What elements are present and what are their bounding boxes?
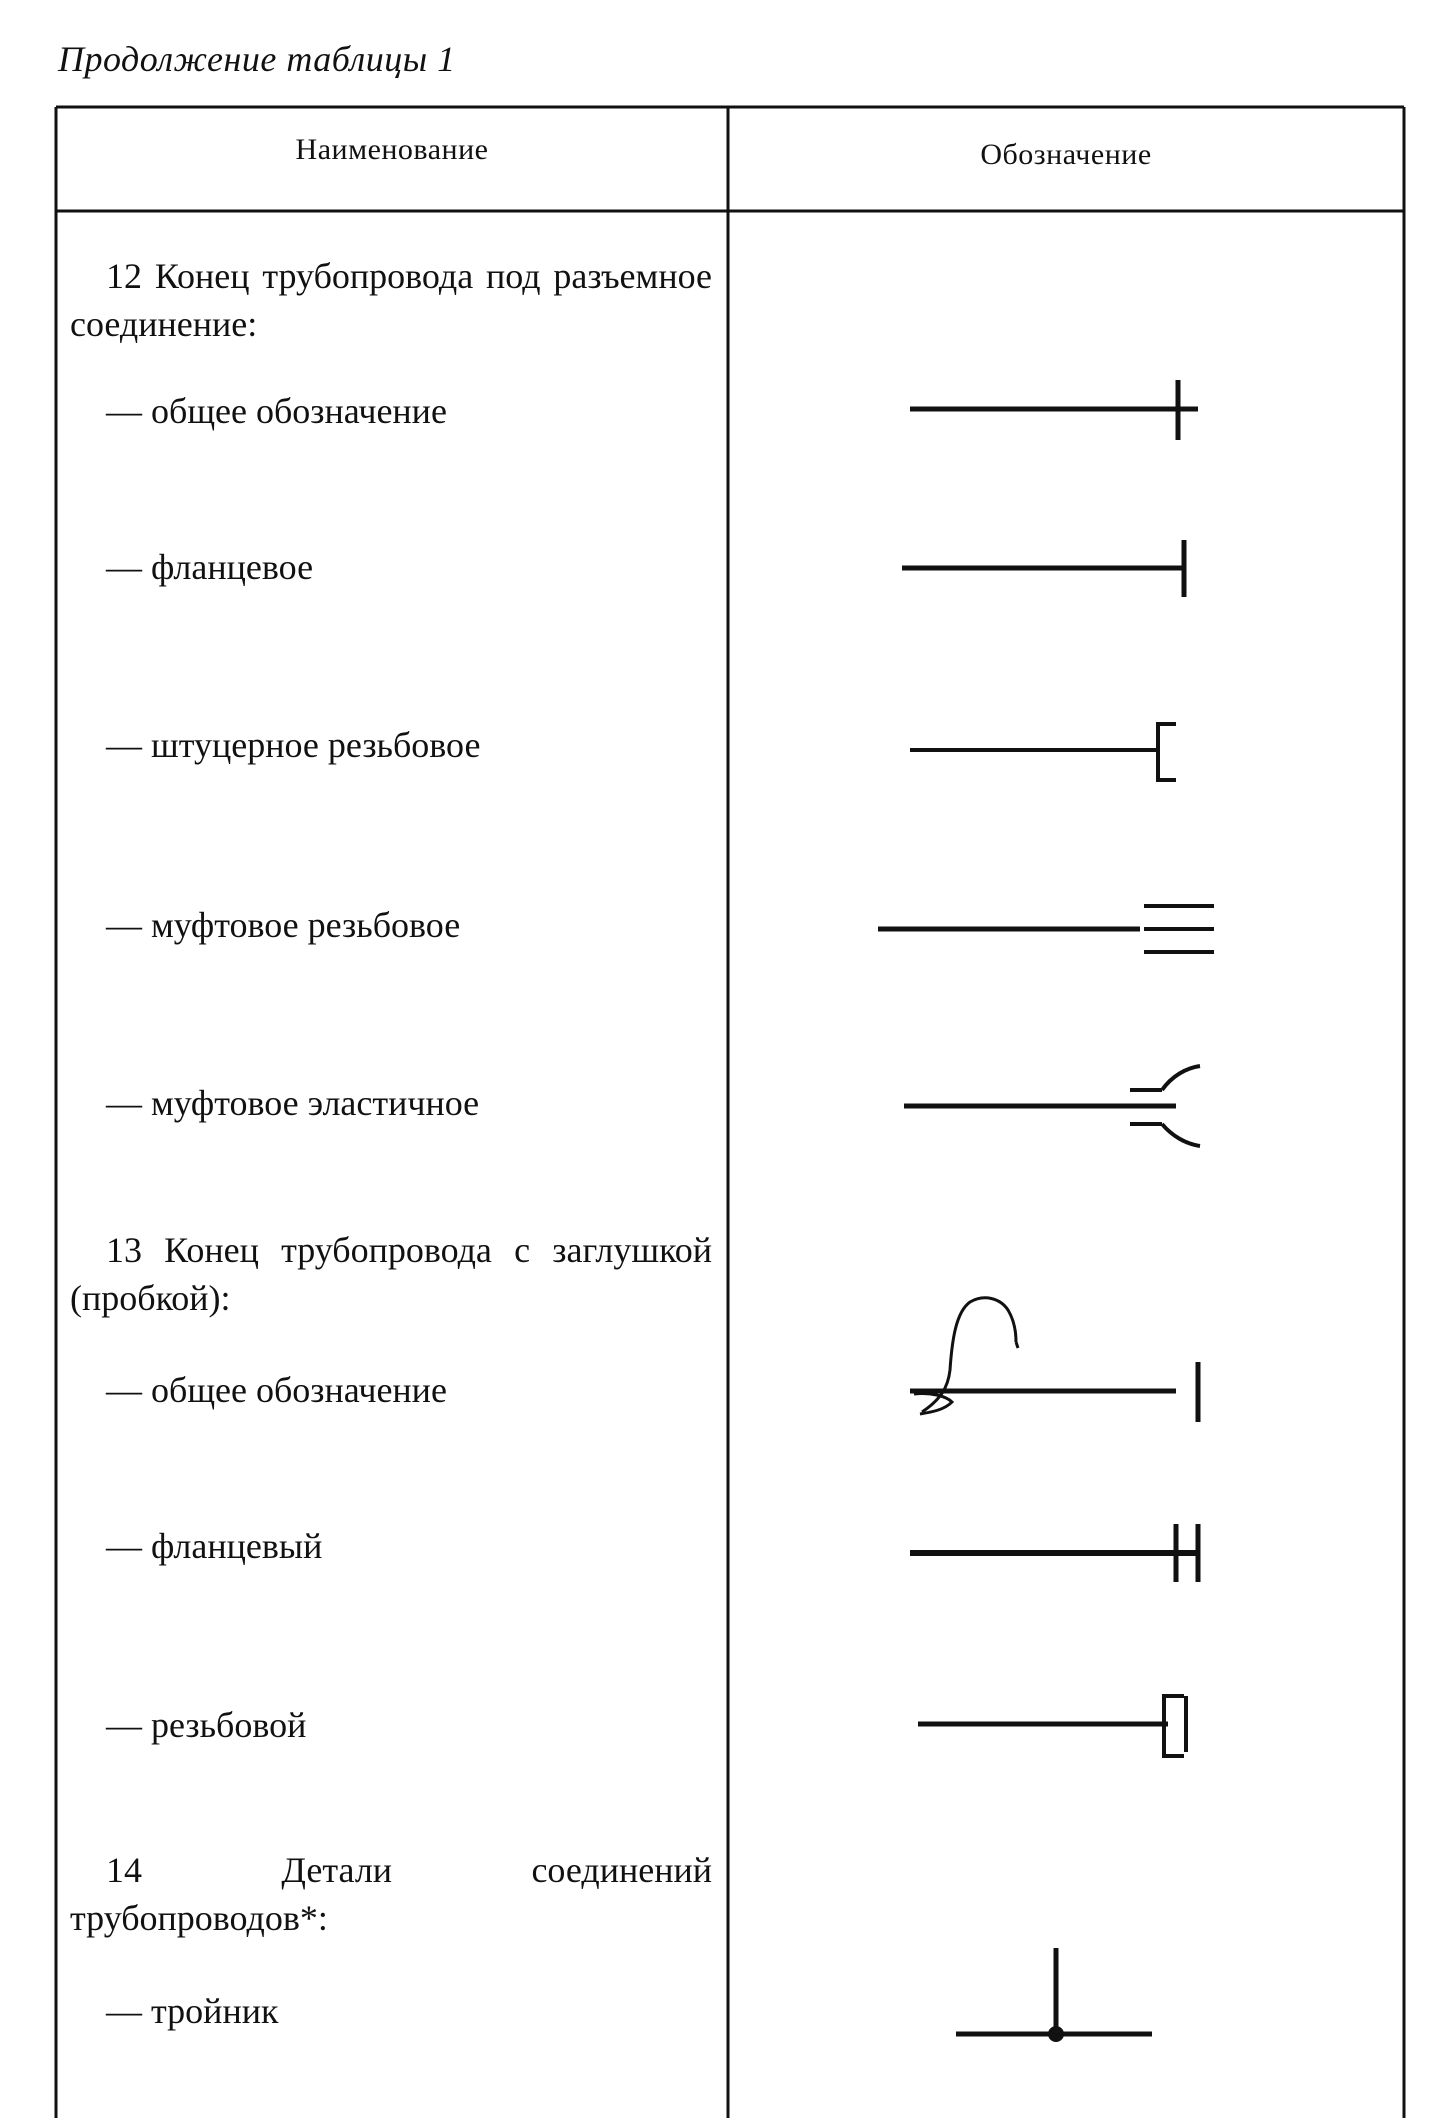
pipe-end-union-thread-icon xyxy=(910,724,1176,780)
item-14-tee: — тройник xyxy=(106,1991,279,2031)
item-12-coupling-thread: — муфтовое резьбовое xyxy=(106,905,461,945)
item-13-thread: — резьбовой xyxy=(106,1705,307,1745)
designation-symbols xyxy=(728,0,1404,2118)
item-13-general: — общее обозначение xyxy=(106,1370,447,1410)
pipe-end-flange-icon xyxy=(902,540,1184,597)
tee-fitting-icon xyxy=(956,1948,1152,2042)
item-13-flange: — фланцевый xyxy=(106,1526,323,1566)
pipe-plug-thread-icon xyxy=(918,1696,1186,1756)
item-12-flange: — фланцевое xyxy=(106,547,314,587)
group-14-title: 14 Детали соединений трубопроводов*: xyxy=(70,1850,712,1938)
pipe-end-general-icon xyxy=(910,380,1198,440)
item-12-general: — общее обозначение xyxy=(106,391,447,431)
item-12-coupling-elastic: — муфтовое эластичное xyxy=(106,1083,480,1123)
group-13-title: 13 Конец трубопровода с заглушкой (пробкой): xyxy=(70,1230,712,1318)
pipe-end-coupling-thread-icon xyxy=(878,906,1214,952)
table-caption: Продолжение таблицы 1 xyxy=(58,39,456,79)
item-12-union-thread: — штуцерное резьбовое xyxy=(106,725,481,765)
group-12-title: 12 Конец трубопровода под разъемное соединение: xyxy=(70,256,712,344)
pipe-plug-flange-icon xyxy=(910,1524,1198,1582)
handwritten-mark-icon xyxy=(914,1298,1018,1414)
pipe-end-coupling-elastic-icon xyxy=(904,1066,1200,1146)
header-name: Наименование xyxy=(295,133,489,166)
pipe-plug-general-icon xyxy=(910,1362,1198,1422)
header-designation: Обозначение xyxy=(980,138,1152,171)
